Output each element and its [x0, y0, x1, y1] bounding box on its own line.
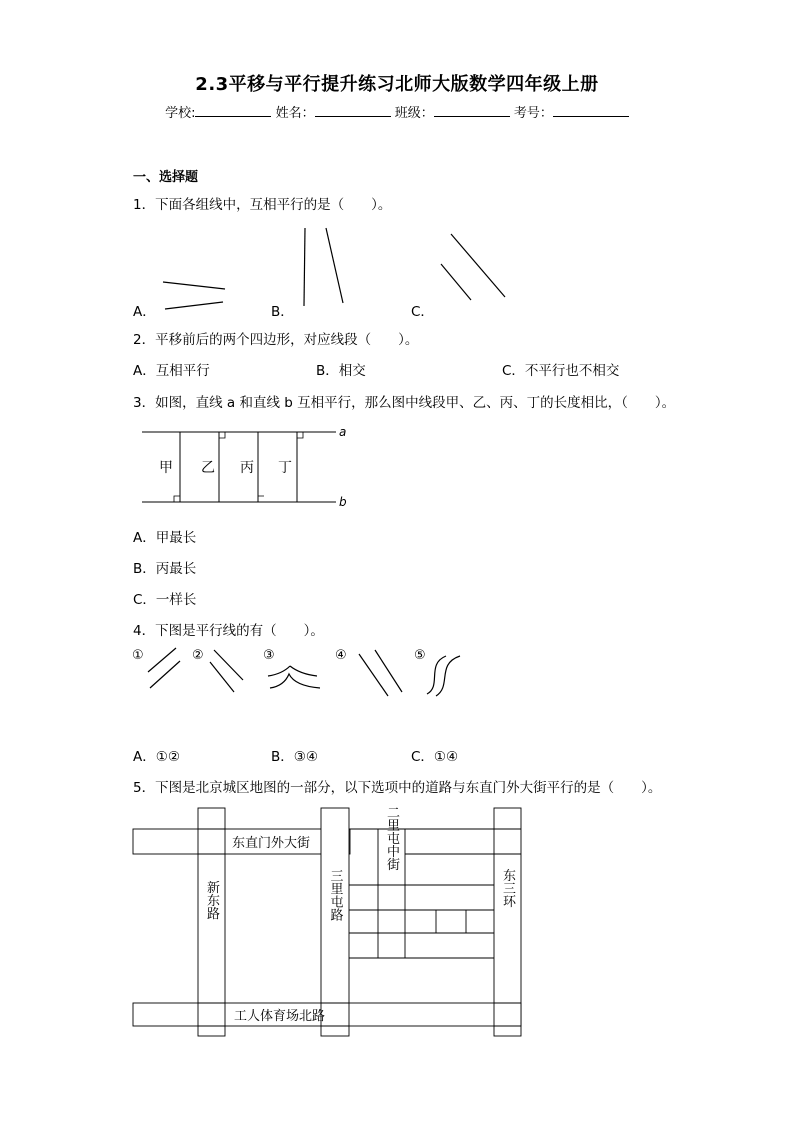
q1-b-line-2	[326, 228, 343, 303]
label-ding: 丁	[278, 460, 292, 476]
question-5: 5．下图是北京城区地图的一部分，以下选项中的道路与东直门外大街平行的是（ ）。	[133, 780, 662, 796]
q1-a-line-1	[163, 282, 225, 289]
fig-label-3: ③	[263, 648, 275, 663]
q3-option-c[interactable]: C．一样长	[133, 592, 197, 608]
q1-c-line-1	[441, 264, 471, 300]
road-xindong	[198, 808, 225, 1036]
school-blank[interactable]	[195, 104, 271, 117]
road-dongsanhuan	[494, 808, 521, 1036]
q1-b-line-1	[304, 228, 305, 306]
label-yi: 乙	[201, 460, 215, 476]
class-blank[interactable]	[434, 104, 510, 117]
line-b-label: b	[339, 495, 347, 509]
q2-option-c[interactable]: C．不平行也不相交	[502, 363, 620, 379]
right-angle-mark-ding	[297, 432, 303, 438]
right-angle-mark-bing	[258, 496, 264, 502]
question-4: 4．下图是平行线的有（ ）。	[133, 623, 324, 639]
section-title: 一、选择题	[133, 170, 199, 185]
q4-option-c[interactable]: C．①④	[411, 749, 459, 765]
question-3: 3．如图，直线 a 和直线 b 互相平行，那么图中线段甲、乙、丙、丁的长度相比，（ ）。	[133, 395, 676, 411]
student-info-line	[0, 102, 794, 121]
exam-no-label: 考号：	[513, 106, 553, 121]
class-label: 班级：	[394, 106, 434, 121]
fig1-line-2	[150, 661, 180, 688]
label-dongsanhuan: 东三环	[500, 868, 515, 908]
question-1: 1．下面各组线中，互相平行的是（ ）。	[133, 197, 392, 213]
fig-label-5: ⑤	[414, 648, 426, 663]
q1-a-line-2	[165, 302, 223, 309]
q3-figure	[130, 422, 360, 512]
exam-no-blank[interactable]	[553, 104, 629, 117]
fig3-curve-3	[270, 674, 320, 688]
right-angle-mark-yi	[219, 432, 225, 438]
q2-option-a[interactable]: A．互相平行	[133, 363, 210, 379]
page-title: 2.3平移与平行提升练习北师大版数学四年级上册	[195, 74, 599, 95]
fig3-curve-1	[268, 666, 290, 676]
label-sanlitun: 三里屯路	[327, 869, 343, 921]
school-label: 学校:	[165, 106, 196, 121]
fig4-line-2	[375, 650, 402, 692]
name-blank[interactable]	[315, 104, 391, 117]
road-sanlitun	[321, 808, 349, 1036]
q1-option-c[interactable]: C．	[411, 304, 434, 320]
q1-c-line-2	[451, 234, 505, 297]
fig-label-4: ④	[335, 648, 347, 663]
q1-option-b[interactable]: B．	[271, 304, 294, 320]
fig5-curve-2	[436, 656, 460, 696]
fig-label-1: ①	[132, 648, 144, 663]
question-2: 2．平移前后的两个四边形，对应线段（ ）。	[133, 332, 419, 348]
right-angle-mark-jia	[174, 496, 180, 502]
q3-option-a[interactable]: A．甲最长	[133, 530, 197, 546]
name-label: 姓名：	[275, 106, 315, 121]
label-dongzhimen: 东直门外大街	[232, 836, 311, 851]
q1-option-a[interactable]: A．	[133, 304, 156, 320]
fig3-curve-2	[290, 666, 317, 676]
q2-option-b[interactable]: B．相交	[316, 363, 366, 379]
q3-option-b[interactable]: B．丙最长	[133, 561, 197, 577]
label-gongti: 工人体育场北路	[234, 1009, 326, 1024]
q4-option-a[interactable]: A．①②	[133, 749, 180, 765]
line-a-label: a	[339, 425, 347, 439]
label-erlitun: 二里屯中街	[384, 805, 399, 871]
q1-figure	[130, 220, 530, 320]
fig2-line-1	[214, 650, 243, 680]
label-bing: 丙	[240, 460, 254, 476]
fig4-line-1	[359, 654, 388, 696]
q4-option-b[interactable]: B．③④	[271, 749, 318, 765]
fig-label-2: ②	[192, 648, 204, 663]
q5-map	[130, 805, 530, 1040]
label-xindong: 新东路	[204, 880, 219, 920]
q4-figure	[130, 642, 470, 702]
label-jia: 甲	[159, 460, 173, 476]
